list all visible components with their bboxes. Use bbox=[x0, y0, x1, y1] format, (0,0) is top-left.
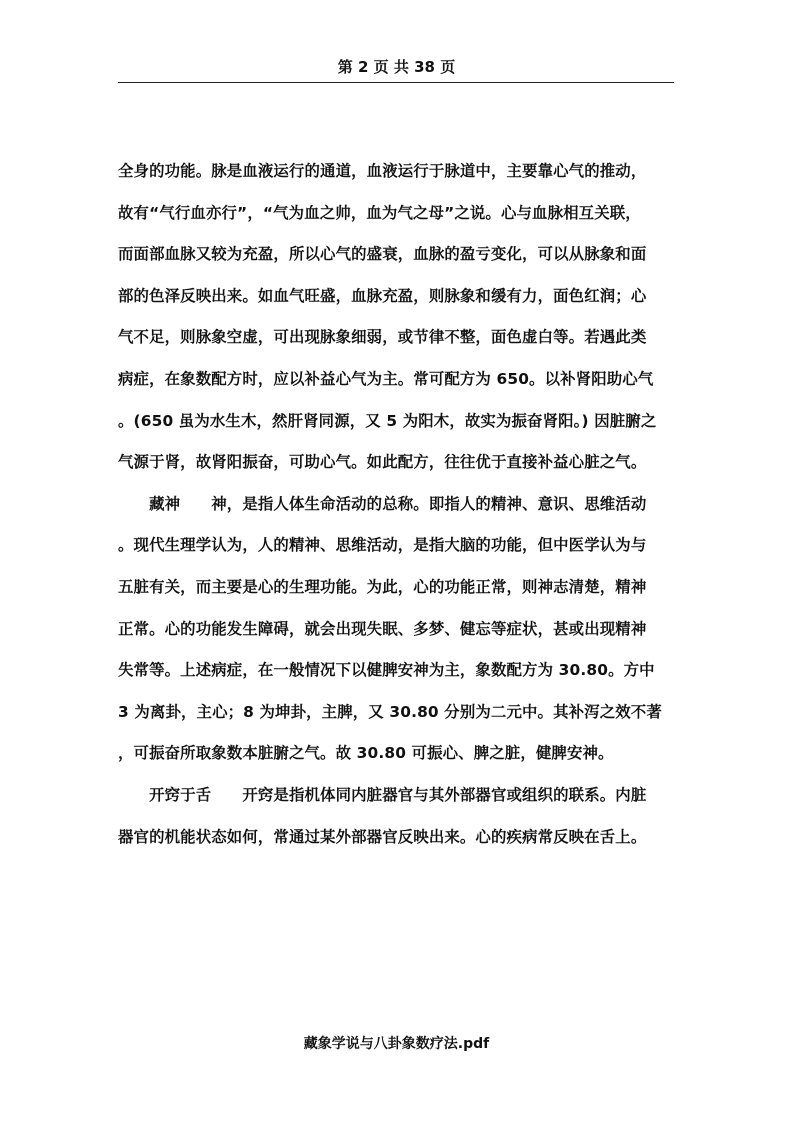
body-line: 故有“气行血亦行”，“气为血之帅，血为气之母”之说。心与血脉相互关联， bbox=[118, 203, 641, 222]
body-line: 。(650 虽为水生木，然肝肾同源，又 5 为阳木，故实为振奋肾阳。) 因脏腑之 bbox=[118, 411, 657, 430]
body-line: 3 为离卦，主心；8 为坤卦，主脾，又 30.80 分别为二元中。其补泻之效不著 bbox=[118, 702, 662, 721]
body-line: 病症，在象数配方时，应以补益心气为主。常可配方为 650。以补肾阳助心气 bbox=[118, 369, 654, 388]
body-line: 藏神 神，是指人体生命活动的总称。即指人的精神、意识、思维活动 bbox=[118, 494, 647, 513]
body-line: 而面部血脉又较为充盈，所以心气的盛衰，血脉的盈亏变化，可以从脉象和面 bbox=[118, 245, 647, 264]
body-line: 全身的功能。脉是血液运行的通道，血液运行于脉道中，主要靠心气的推动， bbox=[118, 162, 647, 180]
header-divider bbox=[118, 82, 674, 83]
document-filename-footer: 藏象学说与八卦象数疗法.pdf bbox=[303, 1036, 490, 1052]
body-line: 开窍于舌 开窍是指机体同内脏器官与其外部器官或组织的联系。内脏 bbox=[118, 785, 647, 804]
body-line: 失常等。上述病症，在一般情况下以健脾安神为主，象数配方为 30.80。方中 bbox=[118, 661, 655, 680]
body-line: 气不足，则脉象空虚，可出现脉象细弱，或节律不整，面色虚白等。若遇此类 bbox=[118, 328, 647, 347]
body-line: ，可振奋所取象数本脏腑之气。故 30.80 可振心、脾之脏，健脾安神。 bbox=[118, 744, 614, 763]
body-line: 。现代生理学认为，人的精神、思维活动，是指大脑的功能，但中医学认为与 bbox=[118, 536, 647, 555]
body-line: 部的色泽反映出来。如血气旺盛，血脉充盈，则脉象和缓有力，面色红润；心 bbox=[118, 286, 647, 305]
body-line: 正常。心的功能发生障碍，就会出现失眠、多梦、健忘等症状，甚或出现精神 bbox=[118, 619, 647, 638]
page-number-header: 第 2 页 共 38 页 bbox=[337, 58, 456, 76]
body-line: 器官的机能状态如何，常通过某外部器官反映出来。心的疾病常反映在舌上。 bbox=[118, 827, 647, 846]
body-line: 气源于肾，故肾阳振奋，可助心气。如此配方，往往优于直接补益心脏之气。 bbox=[118, 453, 647, 472]
document-body bbox=[118, 161, 678, 868]
body-line: 五脏有关，而主要是心的生理功能。为此，心的功能正常，则神志清楚，精神 bbox=[118, 577, 647, 596]
